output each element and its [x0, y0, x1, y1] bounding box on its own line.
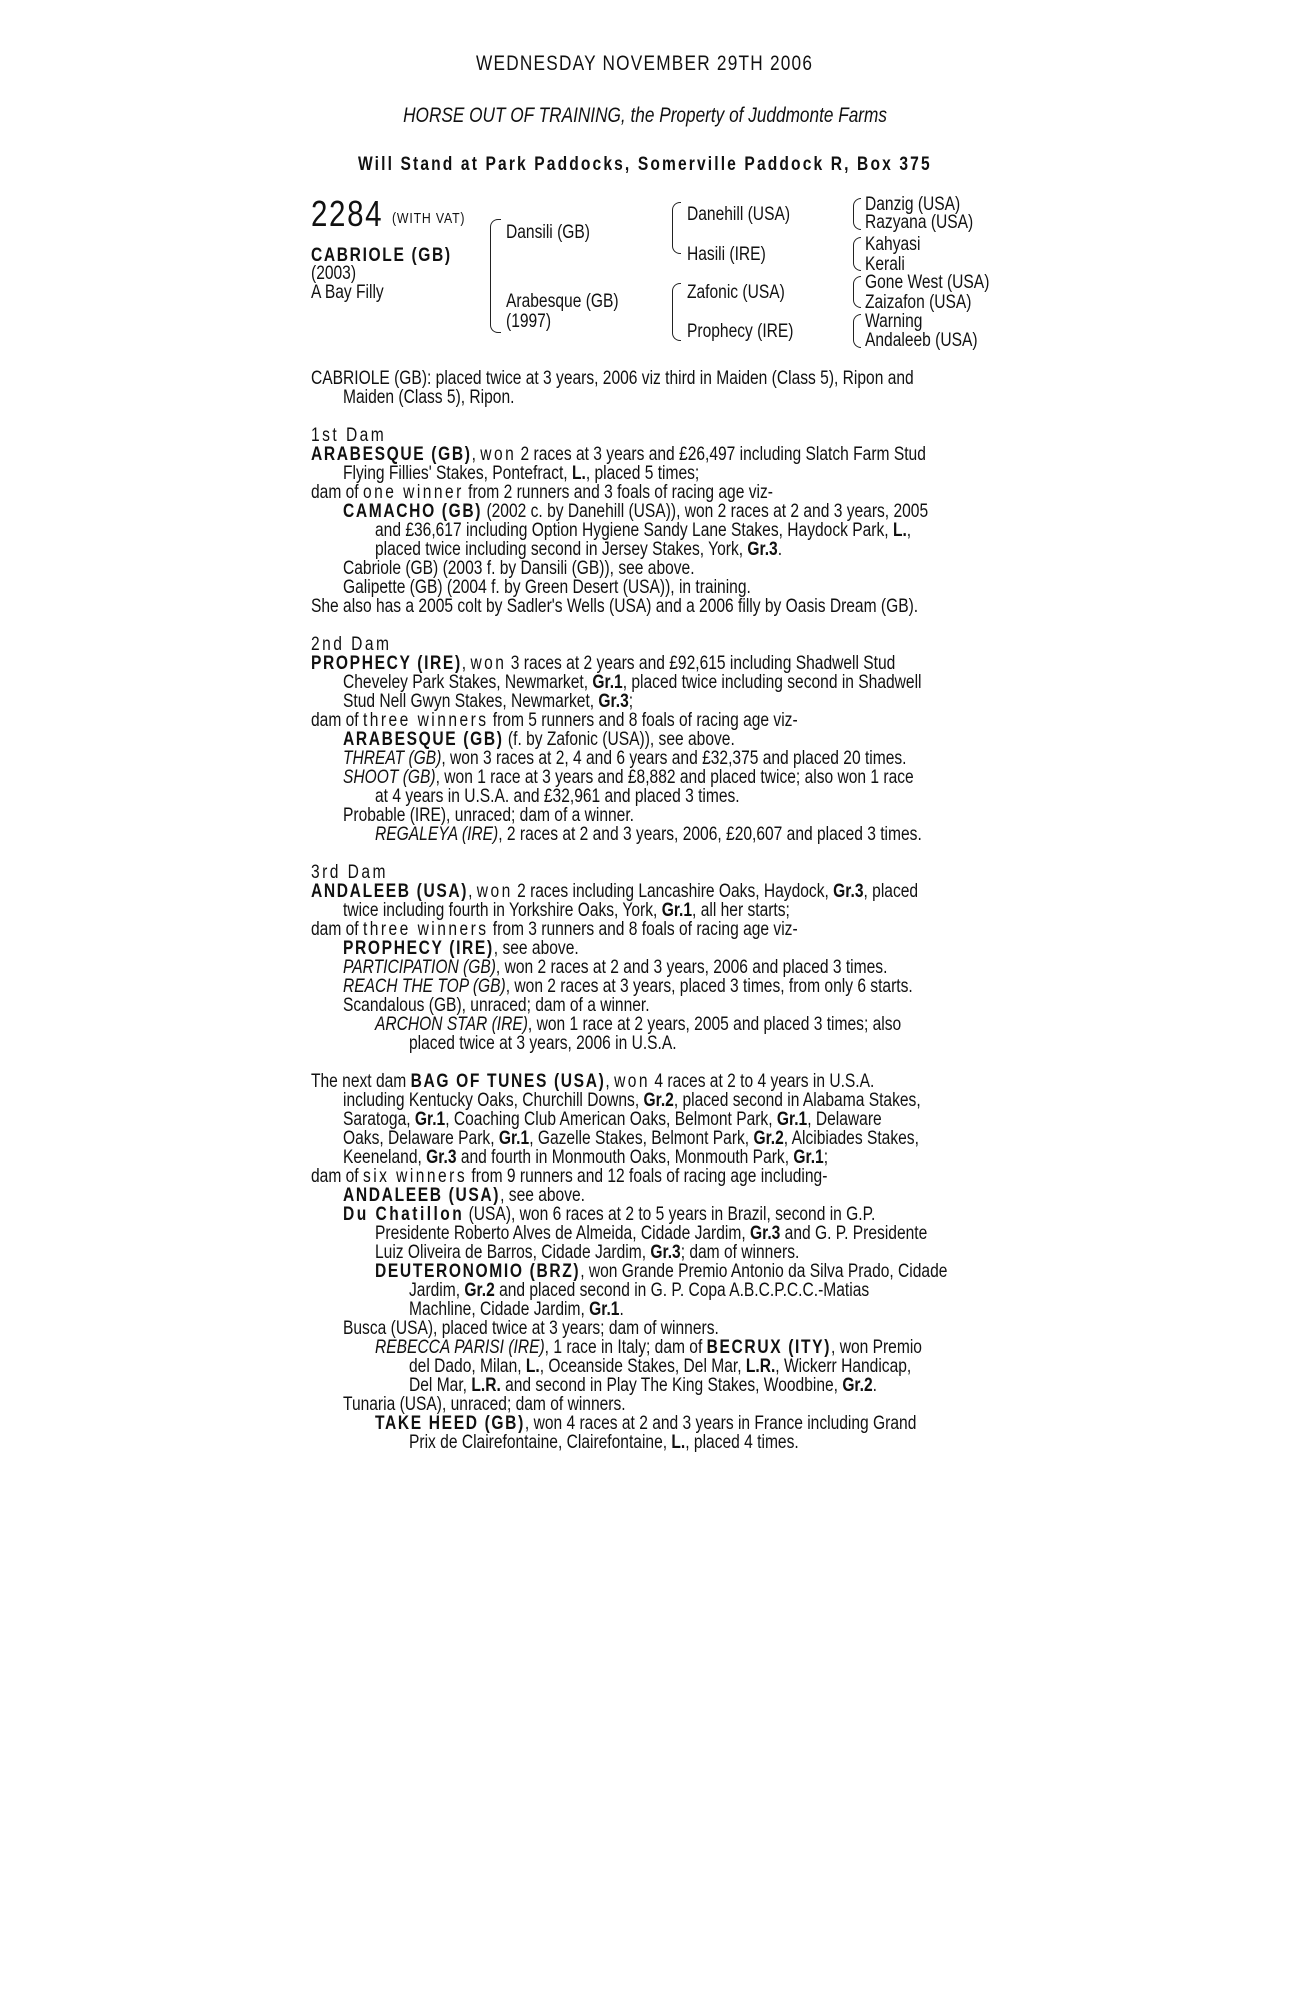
horse-name: CABRIOLE (GB): [311, 245, 452, 266]
pedigree-sire-sire: Danehill (USA): [687, 204, 791, 225]
third-dam-produce: ARCHON STAR (IRE), won 1 race at 2 years, 2005 and placed 3 times; also: [375, 1014, 902, 1035]
first-dam-line: She also has a 2005 colt by Sadler's Wells (USA) and a 2006 filly by Oasis Dream (GB).: [311, 596, 919, 617]
next-dam-produce: DEUTERONOMIO (BRZ), won Grande Premio Antonio da Silva Prado, Cidade: [375, 1261, 948, 1282]
second-dam-line: PROPHECY (IRE), won 3 races at 2 years and £92,615 including Shadwell Stud: [311, 653, 896, 674]
pedigree-brace-g7: [853, 314, 861, 348]
pedigree-brace-sire: [672, 202, 681, 254]
third-dam-produce: REACH THE TOP (GB), won 2 races at 3 years, placed 3 times, from only 6 starts.: [343, 976, 913, 997]
third-dam-produce: Scandalous (GB), unraced; dam of a winner.: [343, 995, 650, 1016]
intro-line: CABRIOLE (GB): placed twice at 3 years, 2006 viz third in Maiden (Class 5), Ripon and: [311, 368, 914, 389]
second-dam-produce: SHOOT (GB), won 1 race at 3 years and £8,882 and placed twice; also won 1 race: [343, 767, 914, 788]
second-dam-heading: 2nd Dam: [311, 634, 392, 655]
intro-line: Maiden (Class 5), Ripon.: [343, 387, 515, 408]
pedigree-g8: Andaleeb (USA): [865, 330, 978, 351]
next-dam-produce: Luiz Oliveira de Barros, Cidade Jardim, Gr.3; dam of winners.: [375, 1242, 800, 1263]
first-dam-produce: placed twice including second in Jersey Stakes, York, Gr.3.: [375, 539, 783, 560]
next-dam-produce: del Dado, Milan, L., Oceanside Stakes, Del Mar, L.R., Wickerr Handicap,: [409, 1356, 912, 1377]
pedigree-g7: Warning: [865, 311, 923, 332]
stand-location: Will Stand at Park Paddocks, Somerville Paddock R, Box 375: [358, 154, 932, 175]
next-dam-line: Saratoga, Gr.1, Coaching Club American Oaks, Belmont Park, Gr.1, Delaware: [343, 1109, 882, 1130]
pedigree-g3: Kahyasi: [865, 234, 921, 255]
first-dam-produce: Galipette (GB) (2004 f. by Green Desert (USA)), in training.: [343, 577, 751, 598]
next-dam-produce: Del Mar, L.R. and second in Play The King Stakes, Woodbine, Gr.2.: [409, 1375, 877, 1396]
second-dam-produce: REGALEYA (IRE), 2 races at 2 and 3 years, 2006, £20,607 and placed 3 times.: [375, 824, 922, 845]
first-dam-produce: and £36,617 including Option Hygiene Sandy Lane Stakes, Haydock Park, L.,: [375, 520, 912, 541]
next-dam-produce: Jardim, Gr.2 and placed second in G. P. Copa A.B.C.P.C.C.-Matias: [409, 1280, 870, 1301]
next-dam-line: The next dam BAG OF TUNES (USA), won 4 races at 2 to 4 years in U.S.A.: [311, 1071, 875, 1092]
pedigree-brace-main: [490, 219, 501, 333]
next-dam-produce: ANDALEEB (USA), see above.: [343, 1185, 586, 1206]
second-dam-line: Stud Nell Gwyn Stakes, Newmarket, Gr.3;: [343, 691, 634, 712]
lot-subtitle: HORSE OUT OF TRAINING, the Property of Juddmonte Farms: [403, 104, 887, 127]
horse-year: (2003): [311, 263, 357, 284]
first-dam-line: dam of one winner from 2 runners and 3 foals of racing age viz-: [311, 482, 773, 503]
second-dam-produce: THREAT (GB), won 3 races at 2, 4 and 6 years and £32,375 and placed 20 times.: [343, 748, 907, 769]
next-dam-produce: REBECCA PARISI (IRE), 1 race in Italy; dam of BECRUX (ITY), won Premio: [375, 1337, 922, 1358]
horse-description: A Bay Filly: [311, 282, 384, 303]
pedigree-brace-g3: [853, 237, 861, 271]
first-dam-line: Flying Fillies' Stakes, Pontefract, L., placed 5 times;: [343, 463, 700, 484]
third-dam-heading: 3rd Dam: [311, 862, 388, 883]
second-dam-line: dam of three winners from 5 runners and 8 foals of racing age viz-: [311, 710, 798, 731]
pedigree-dam: Arabesque (GB): [506, 291, 619, 312]
pedigree-g1: Danzig (USA): [865, 194, 961, 215]
second-dam-produce: Probable (IRE), unraced; dam of a winner.: [343, 805, 634, 826]
second-dam-produce: at 4 years in U.S.A. and £32,961 and placed 3 times.: [375, 786, 740, 807]
lot-number: 2284: [311, 193, 384, 234]
next-dam-produce: Prix de Clairefontaine, Clairefontaine, L., placed 4 times.: [409, 1432, 799, 1453]
first-dam-produce: CAMACHO (GB) (2002 c. by Danehill (USA)), won 2 races at 2 and 3 years, 2005: [343, 501, 929, 522]
lot-vat-note: (WITH VAT): [392, 210, 466, 227]
first-dam-heading: 1st Dam: [311, 425, 387, 446]
third-dam-produce: PARTICIPATION (GB), won 2 races at 2 and 3 years, 2006 and placed 3 times.: [343, 957, 888, 978]
next-dam-line: including Kentucky Oaks, Churchill Downs, Gr.2, placed second in Alabama Stakes,: [343, 1090, 921, 1111]
first-dam-line: ARABESQUE (GB), won 2 races at 3 years and £26,497 including Slatch Farm Stud: [311, 444, 926, 465]
second-dam-produce: ARABESQUE (GB) (f. by Zafonic (USA)), see above.: [343, 729, 735, 750]
pedigree-g6: Zaizafon (USA): [865, 292, 972, 313]
third-dam-produce: placed twice at 3 years, 2006 in U.S.A.: [409, 1033, 677, 1054]
next-dam-produce: Tunaria (USA), unraced; dam of winners.: [343, 1394, 626, 1415]
first-dam-produce: Cabriole (GB) (2003 f. by Dansili (GB)), see above.: [343, 558, 695, 579]
pedigree-g4: Kerali: [865, 254, 905, 275]
pedigree-dam-year: (1997): [506, 311, 552, 332]
pedigree-sire: Dansili (GB): [506, 222, 590, 243]
next-dam-line: Keeneland, Gr.3 and fourth in Monmouth Oaks, Monmouth Park, Gr.1;: [343, 1147, 829, 1168]
next-dam-produce: TAKE HEED (GB), won 4 races at 2 and 3 years in France including Grand: [375, 1413, 917, 1434]
sale-date: WEDNESDAY NOVEMBER 29TH 2006: [476, 52, 814, 75]
third-dam-line: ANDALEEB (USA), won 2 races including Lancashire Oaks, Haydock, Gr.3, placed: [311, 881, 919, 902]
third-dam-line: dam of three winners from 3 runners and 8 foals of racing age viz-: [311, 919, 798, 940]
next-dam-produce: Machline, Cidade Jardim, Gr.1.: [409, 1299, 624, 1320]
pedigree-brace-g5: [853, 276, 861, 308]
second-dam-line: Cheveley Park Stakes, Newmarket, Gr.1, placed twice including second in Shadwell: [343, 672, 922, 693]
pedigree-g2: Razyana (USA): [865, 212, 974, 233]
pedigree-sire-dam: Hasili (IRE): [687, 244, 766, 265]
third-dam-produce: PROPHECY (IRE), see above.: [343, 938, 579, 959]
third-dam-line: twice including fourth in Yorkshire Oaks, York, Gr.1, all her starts;: [343, 900, 790, 921]
next-dam-produce: Du Chatillon (USA), won 6 races at 2 to 5 years in Brazil, second in G.P.: [343, 1204, 876, 1225]
next-dam-line: dam of six winners from 9 runners and 12 foals of racing age including-: [311, 1166, 828, 1187]
next-dam-produce: Busca (USA), placed twice at 3 years; dam of winners.: [343, 1318, 719, 1339]
pedigree-dam-dam: Prophecy (IRE): [687, 321, 794, 342]
next-dam-produce: Presidente Roberto Alves de Almeida, Cidade Jardim, Gr.3 and G. P. Presidente: [375, 1223, 928, 1244]
pedigree-g5: Gone West (USA): [865, 272, 990, 293]
pedigree-brace-dam: [672, 283, 681, 341]
next-dam-line: Oaks, Delaware Park, Gr.1, Gazelle Stakes, Belmont Park, Gr.2, Alcibiades Stakes,: [343, 1128, 919, 1149]
pedigree-brace-g1: [853, 198, 861, 230]
pedigree-dam-sire: Zafonic (USA): [687, 282, 785, 303]
